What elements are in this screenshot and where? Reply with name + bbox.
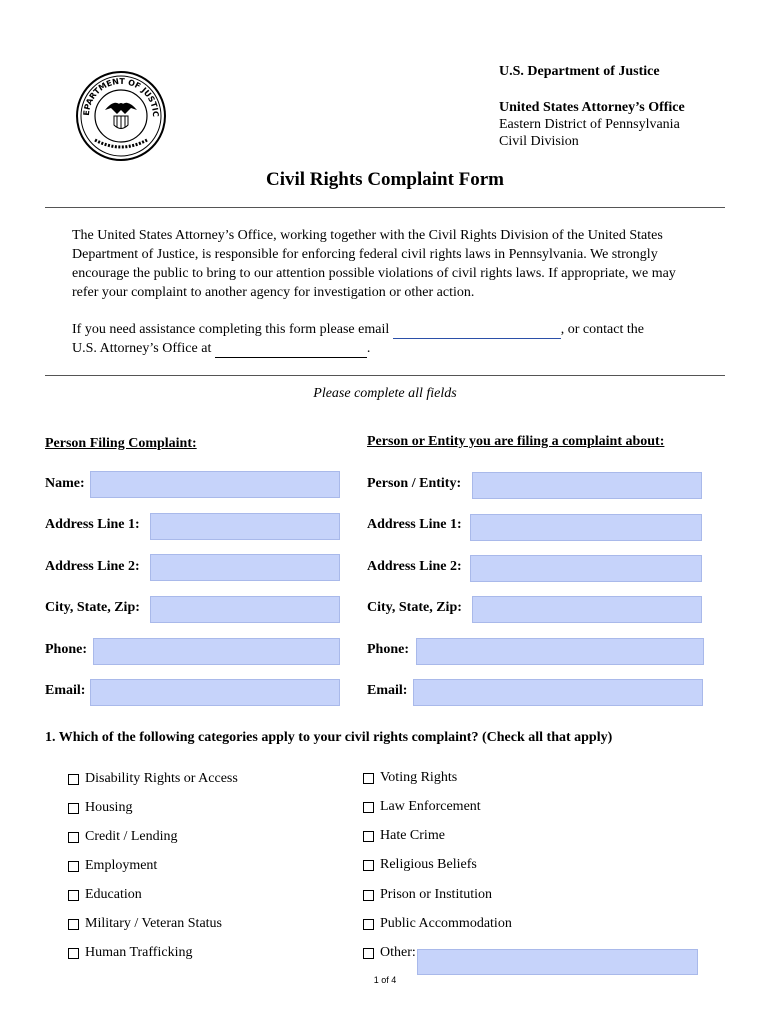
category-checkbox[interactable]: Public Accommodation bbox=[363, 916, 512, 932]
category-checkbox[interactable]: Religious Beliefs bbox=[363, 857, 477, 873]
filer-address1-input[interactable] bbox=[150, 513, 340, 540]
doj-seal bbox=[75, 70, 167, 162]
category-checkbox[interactable]: Military / Veteran Status bbox=[68, 916, 222, 932]
category-checkbox[interactable]: Employment bbox=[68, 858, 157, 874]
filer-email-input[interactable] bbox=[90, 679, 340, 706]
category-checkbox[interactable]: Housing bbox=[68, 800, 132, 816]
filer-heading: Person Filing Complaint: bbox=[45, 436, 197, 451]
checkbox-square-icon[interactable] bbox=[68, 890, 79, 901]
category-checkbox[interactable]: Human Trafficking bbox=[68, 945, 192, 961]
question-1: 1. Which of the following categories apply to your civil rights complaint? (Check all that apply) bbox=[45, 730, 613, 745]
email-link-line[interactable] bbox=[393, 324, 561, 339]
checkbox-square-icon[interactable] bbox=[363, 860, 374, 871]
svg-text:DEPARTMENT OF JUSTICE: EPARTMENT OF JUSTIC bbox=[81, 76, 161, 118]
checkbox-square-icon[interactable] bbox=[68, 803, 79, 814]
filer-city-label: City, State, Zip: bbox=[45, 600, 140, 615]
checkbox-square-icon[interactable] bbox=[363, 802, 374, 813]
respondent-email-input[interactable] bbox=[413, 679, 703, 706]
filer-name-label: Name: bbox=[45, 476, 85, 491]
header-division: Civil Division bbox=[499, 134, 579, 149]
checkbox-square-icon[interactable] bbox=[68, 948, 79, 959]
respondent-address1-input[interactable] bbox=[470, 514, 702, 541]
filer-address1-label: Address Line 1: bbox=[45, 517, 140, 532]
filer-address2-label: Address Line 2: bbox=[45, 559, 140, 574]
assist-middle: , or contact the bbox=[560, 322, 644, 337]
filer-email-label: Email: bbox=[45, 683, 86, 698]
respondent-address2-label: Address Line 2: bbox=[367, 559, 462, 574]
category-checkbox[interactable]: Prison or Institution bbox=[363, 887, 492, 903]
respondent-heading: Person or Entity you are filing a complaint about: bbox=[367, 434, 665, 449]
respondent-email-label: Email: bbox=[367, 683, 408, 698]
category-checkbox[interactable]: Voting Rights bbox=[363, 770, 457, 786]
title-divider bbox=[45, 207, 725, 208]
intro-paragraph: The United States Attorney’s Office, working together with the Civil Rights Division of the United States Department of Justice, is responsible for enforcing federal civil rights laws in Pennsylvania. We strongly encourage the public to bring to our attention possible violations of civil rights laws. If appropriate, we may refer your complaint to another agency for investigation or other action. bbox=[72, 228, 676, 300]
phone-blank-line bbox=[215, 343, 367, 358]
respondent-address1-label: Address Line 1: bbox=[367, 517, 462, 532]
respondent-phone-input[interactable] bbox=[416, 638, 704, 665]
checkbox-square-icon[interactable] bbox=[68, 832, 79, 843]
category-checkbox[interactable]: Disability Rights or Access bbox=[68, 771, 238, 787]
header-office: United States Attorney’s Office bbox=[499, 100, 685, 115]
category-checkbox[interactable]: Law Enforcement bbox=[363, 799, 481, 815]
category-checkbox[interactable]: Credit / Lending bbox=[68, 829, 178, 845]
assist-prefix: If you need assistance completing this form please email bbox=[72, 322, 390, 337]
checkbox-square-icon[interactable] bbox=[363, 831, 374, 842]
respondent-entity-input[interactable] bbox=[472, 472, 702, 499]
respondent-address2-input[interactable] bbox=[470, 555, 702, 582]
checkbox-square-icon[interactable] bbox=[363, 919, 374, 930]
assistance-paragraph bbox=[72, 320, 692, 358]
checkbox-square-icon[interactable] bbox=[68, 774, 79, 785]
filer-phone-input[interactable] bbox=[93, 638, 340, 665]
filer-address2-input[interactable] bbox=[150, 554, 340, 581]
category-checkbox[interactable]: Hate Crime bbox=[363, 828, 445, 844]
respondent-city-input[interactable] bbox=[472, 596, 702, 623]
page-number: 1 of 4 bbox=[373, 975, 397, 985]
page-title: Civil Rights Complaint Form bbox=[265, 169, 505, 190]
header-department: U.S. Department of Justice bbox=[499, 64, 660, 79]
instruction-note: Please complete all fields bbox=[313, 386, 457, 401]
checkbox-square-icon[interactable] bbox=[68, 919, 79, 930]
assist-line2-prefix: U.S. Attorney’s Office at bbox=[72, 341, 212, 356]
respondent-phone-label: Phone: bbox=[367, 642, 409, 657]
filer-name-input[interactable] bbox=[90, 471, 340, 498]
category-checkbox-other[interactable]: Other: bbox=[363, 945, 416, 961]
filer-city-input[interactable] bbox=[150, 596, 340, 623]
checkbox-square-icon[interactable] bbox=[363, 890, 374, 901]
assist-suffix: . bbox=[366, 341, 371, 356]
respondent-entity-label: Person / Entity: bbox=[367, 476, 462, 491]
header-district: Eastern District of Pennsylvania bbox=[499, 117, 680, 132]
checkbox-square-icon[interactable] bbox=[363, 773, 374, 784]
filer-phone-label: Phone: bbox=[45, 642, 87, 657]
section-divider bbox=[45, 375, 725, 376]
category-checkbox[interactable]: Education bbox=[68, 887, 142, 903]
checkbox-square-icon[interactable] bbox=[68, 861, 79, 872]
respondent-city-label: City, State, Zip: bbox=[367, 600, 462, 615]
checkbox-square-icon[interactable] bbox=[363, 948, 374, 959]
other-category-input[interactable] bbox=[417, 949, 698, 975]
